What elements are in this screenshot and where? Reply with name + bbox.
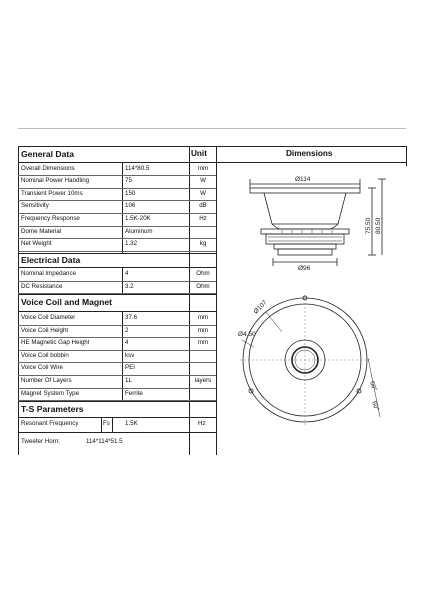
general_rows-label-4: Frequency Response: [21, 214, 80, 222]
voice_rows-value-0: 37.6: [125, 314, 138, 321]
voice_rows-unit-2: mm: [197, 339, 209, 347]
general-data-header: General Data: [21, 149, 75, 159]
general_rows-unit-6: kg: [199, 240, 207, 248]
front-view-outline: [240, 295, 380, 425]
general_rows-value-2: 150: [125, 189, 136, 197]
dia-top-label: Ø114: [295, 176, 311, 183]
height-1-label: 75.50: [365, 217, 372, 234]
electrical_rows-value-0: 4: [125, 270, 129, 277]
voice_rows-value-5: 1L: [125, 377, 132, 384]
voice_rows-value-6: Ferrite: [125, 389, 143, 397]
general_rows-value-0: 114*80.5: [125, 164, 150, 172]
general_rows-label-1: Nominal Power Handling: [21, 177, 90, 185]
voice_rows-label-4: Voice Coil Wire: [21, 364, 63, 372]
voice_rows-label-3: Voice Coil bobbin: [21, 351, 69, 359]
resonant-frequency-value: 1.5K: [125, 420, 138, 427]
general_rows-label-0: Overall Dimensions: [21, 164, 75, 172]
electrical_rows-label-0: Nominal Impedance: [21, 270, 77, 277]
sixty-label-2: 60°: [370, 400, 381, 412]
electrical_rows-unit-1: Ohm: [196, 282, 210, 290]
general_rows-label-3: Sensitivity: [21, 202, 49, 210]
col-divider-dimensions: [216, 146, 217, 455]
voice_rows-unit-5: layers: [194, 377, 212, 384]
col-divider-value: [122, 162, 123, 254]
voice_rows-label-5: Number Of Layers: [21, 377, 72, 384]
right-border: [406, 146, 407, 166]
resonant-frequency-unit: Hz: [198, 420, 206, 427]
col-divider-fs-a: [101, 417, 102, 432]
voice-coil-header: Voice Coil and Magnet: [21, 297, 113, 307]
dia-bottom-label: Ø96: [298, 265, 311, 272]
hole-label: Ø4.50: [238, 331, 256, 338]
electrical_rows-label-1: DC Resistance: [21, 282, 63, 290]
unit-header: Unit: [191, 149, 207, 158]
tweeter-horn-label: Tweeter Horn:: [21, 438, 60, 445]
general_rows-value-6: 1.32: [125, 240, 138, 248]
general_rows-label-6: Net Weight: [21, 240, 52, 248]
voice_rows-value-4: PEI: [125, 364, 135, 372]
resonant-frequency-label: Resonant Frequency: [21, 420, 79, 427]
left-border: [18, 146, 19, 455]
height-2-label: 80.50: [375, 217, 382, 234]
resonant-frequency-symbol: Fs: [103, 420, 110, 427]
voice_rows-label-0: Voice Coil Diameter: [21, 314, 76, 321]
general_rows-row-rule-6: [18, 251, 216, 252]
general_rows-label-2: Transient Power 10ms: [21, 189, 83, 197]
general_rows-unit-4: Hz: [199, 214, 207, 222]
voice_rows-value-2: 4: [125, 339, 129, 347]
voice_rows-value-3: ksv: [125, 351, 135, 359]
general_rows-unit-0: mm: [197, 164, 209, 172]
dimensions-header: Dimensions: [286, 149, 333, 158]
front-pcd-label: Ø107: [252, 299, 269, 316]
ts-rule-end: [18, 432, 216, 433]
voice_rows-unit-1: mm: [197, 326, 209, 334]
general_rows-unit-2: W: [200, 189, 206, 197]
electrical-data-header: Electrical Data: [21, 255, 81, 265]
general_rows-value-5: Aluminum: [125, 227, 153, 235]
tweeter-horn-value: 114*114*51.5: [86, 438, 123, 445]
electrical_rows-unit-0: Ohm: [196, 270, 210, 277]
voice_rows-label-6: Magnet System Type: [21, 389, 80, 397]
ts-parameters-header: T-S Parameters: [21, 404, 84, 414]
general_rows-unit-3: dB: [199, 202, 207, 210]
general_rows-value-4: 1.5K-20K: [125, 214, 151, 222]
dimensions-drawing: [220, 162, 406, 452]
general_rows-unit-1: W: [200, 177, 206, 185]
voice_rows-unit-0: mm: [197, 314, 209, 321]
general_rows-value-3: 106: [125, 202, 136, 210]
voice_rows-label-1: Voice Coil Height: [21, 326, 69, 334]
electrical_rows-value-1: 3.2: [125, 282, 134, 290]
voice_rows-value-1: 2: [125, 326, 129, 334]
top-rule: [18, 128, 406, 129]
general_rows-value-1: 75: [125, 177, 132, 185]
voice_rows-label-2: HE Magnetic Gap Height: [21, 339, 90, 347]
general_rows-label-5: Dome Material: [21, 227, 62, 235]
col-divider-fs-b: [112, 417, 113, 432]
sixty-label: 60°: [368, 380, 379, 392]
